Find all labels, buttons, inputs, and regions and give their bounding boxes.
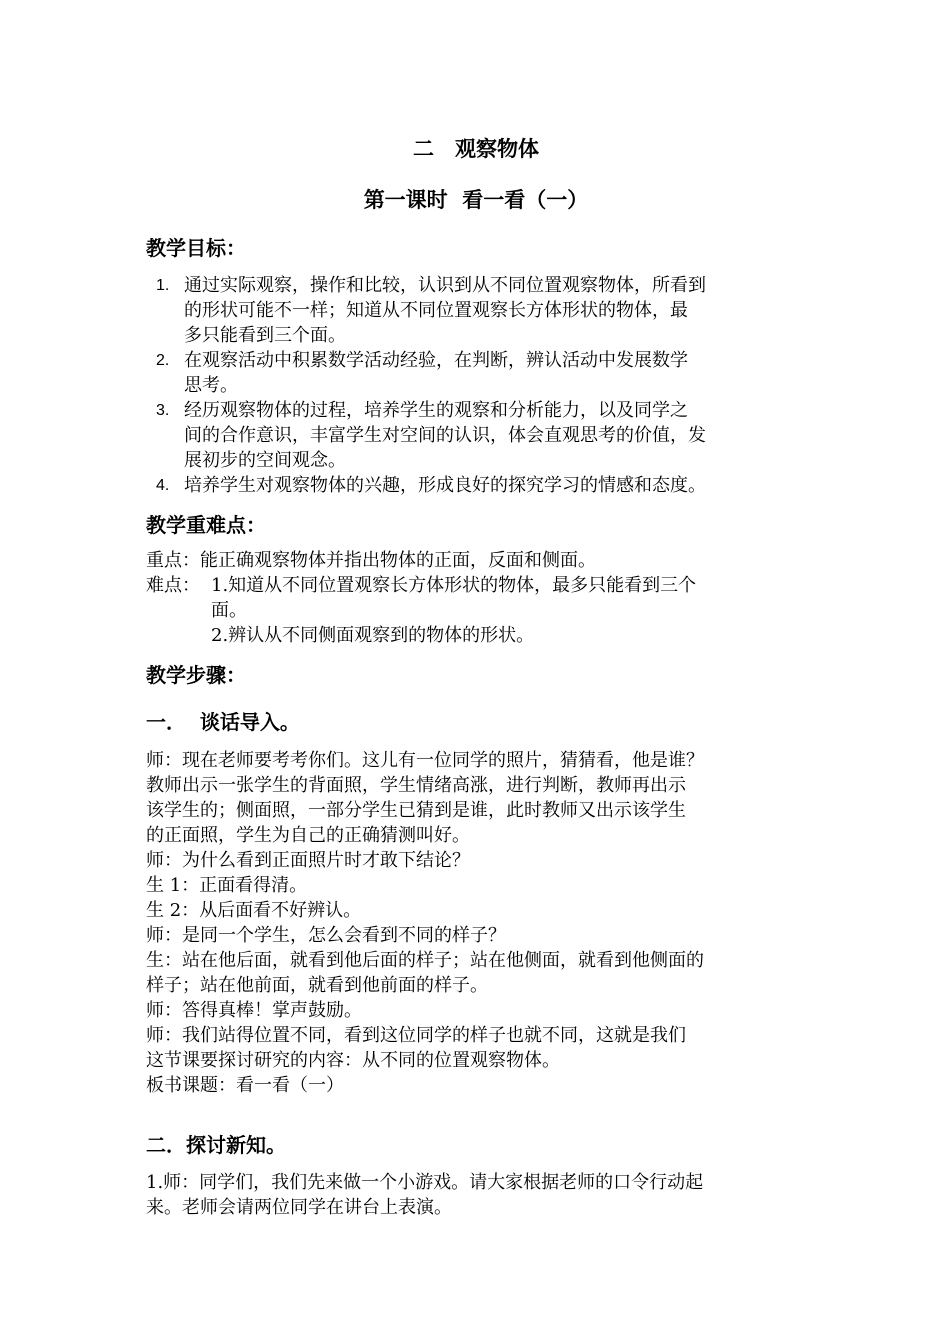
difficulty-label: 难点： bbox=[146, 575, 200, 596]
paragraph-line: 教师出示一张学生的背面照，学生情绪高涨，进行判断，教师再出示 bbox=[146, 775, 686, 796]
objective-line: 间的合作意识，丰富学生对空间的认识，体会直观思考的价值，发 bbox=[184, 425, 706, 446]
paragraph-line: 的正面照，学生为自己的正确猜测叫好。 bbox=[146, 825, 470, 846]
paragraph-line: 师：为什么看到正面照片时才敢下结论？ bbox=[146, 850, 470, 871]
focus-point: 重点：能正确观察物体并指出物体的正面，反面和侧面。 bbox=[146, 550, 596, 571]
objective-number: 1. bbox=[156, 277, 170, 294]
objective-number: 2. bbox=[156, 352, 170, 369]
objectives-heading: 教学目标： bbox=[146, 236, 246, 260]
section-2-heading: 二．探讨新知。 bbox=[146, 1133, 286, 1157]
key-points-heading: 教学重难点： bbox=[146, 513, 266, 537]
difficulty-point: 1.知道从不同位置观察长方体形状的物体，最多只能看到三个 bbox=[211, 575, 697, 596]
objective-line: 通过实际观察，操作和比较，认识到从不同位置观察物体，所看到 bbox=[184, 275, 706, 296]
paragraph-line: 生 2：从后面看不好辨认。 bbox=[146, 900, 362, 921]
objective-line: 展初步的空间观念。 bbox=[184, 450, 346, 471]
paragraph-line: 这节课要探讨研究的内容：从不同的位置观察物体。 bbox=[146, 1050, 560, 1071]
paragraph-line: 师：答得真棒！掌声鼓励。 bbox=[146, 1000, 362, 1021]
paragraph-line: 师：现在老师要考考你们。这儿有一位同学的照片，猜猜看，他是谁？ bbox=[146, 750, 704, 771]
objective-number: 3. bbox=[156, 402, 170, 419]
difficulty-point: 面。 bbox=[211, 600, 247, 621]
paragraph-line: 1.师：同学们，我们先来做一个小游戏。请大家根据老师的口令行动起 bbox=[146, 1172, 704, 1193]
paragraph-line: 来。老师会请两位同学在讲台上表演。 bbox=[146, 1197, 452, 1218]
chapter-title: 二 观察物体 bbox=[413, 136, 539, 161]
difficulty-point: 2.辨认从不同侧面观察到的物体的形状。 bbox=[211, 625, 535, 646]
paragraph-line: 该学生的；侧面照，一部分学生已猜到是谁，此时教师又出示该学生 bbox=[146, 800, 686, 821]
objective-line: 的形状可能不一样；知道从不同位置观察长方体形状的物体，最 bbox=[184, 300, 688, 321]
paragraph-line: 板书课题：看一看（一） bbox=[146, 1075, 344, 1096]
steps-heading: 教学步骤： bbox=[146, 663, 246, 687]
lesson-title: 第一课时 看一看（一） bbox=[363, 187, 589, 212]
objective-line: 培养学生对观察物体的兴趣，形成良好的探究学习的情感和态度。 bbox=[184, 475, 706, 496]
objective-line: 在观察活动中积累数学活动经验，在判断，辨认活动中发展数学 bbox=[184, 350, 688, 371]
objective-line: 多只能看到三个面。 bbox=[184, 325, 346, 346]
paragraph-line: 师：是同一个学生，怎么会看到不同的样子？ bbox=[146, 925, 506, 946]
objective-line: 经历观察物体的过程，培养学生的观察和分析能力，以及同学之 bbox=[184, 400, 688, 421]
paragraph-line: 生：站在他后面，就看到他后面的样子；站在他侧面，就看到他侧面的 bbox=[146, 950, 704, 971]
section-1-heading: 一． 谈话导入。 bbox=[146, 710, 300, 734]
objective-number: 4. bbox=[156, 477, 170, 494]
paragraph-line: 师：我们站得位置不同，看到这位同学的样子也就不同，这就是我们 bbox=[146, 1025, 686, 1046]
paragraph-line: 生 1：正面看得清。 bbox=[146, 875, 308, 896]
paragraph-line: 样子；站在他前面，就看到他前面的样子。 bbox=[146, 975, 488, 996]
objective-line: 思考。 bbox=[184, 375, 238, 396]
